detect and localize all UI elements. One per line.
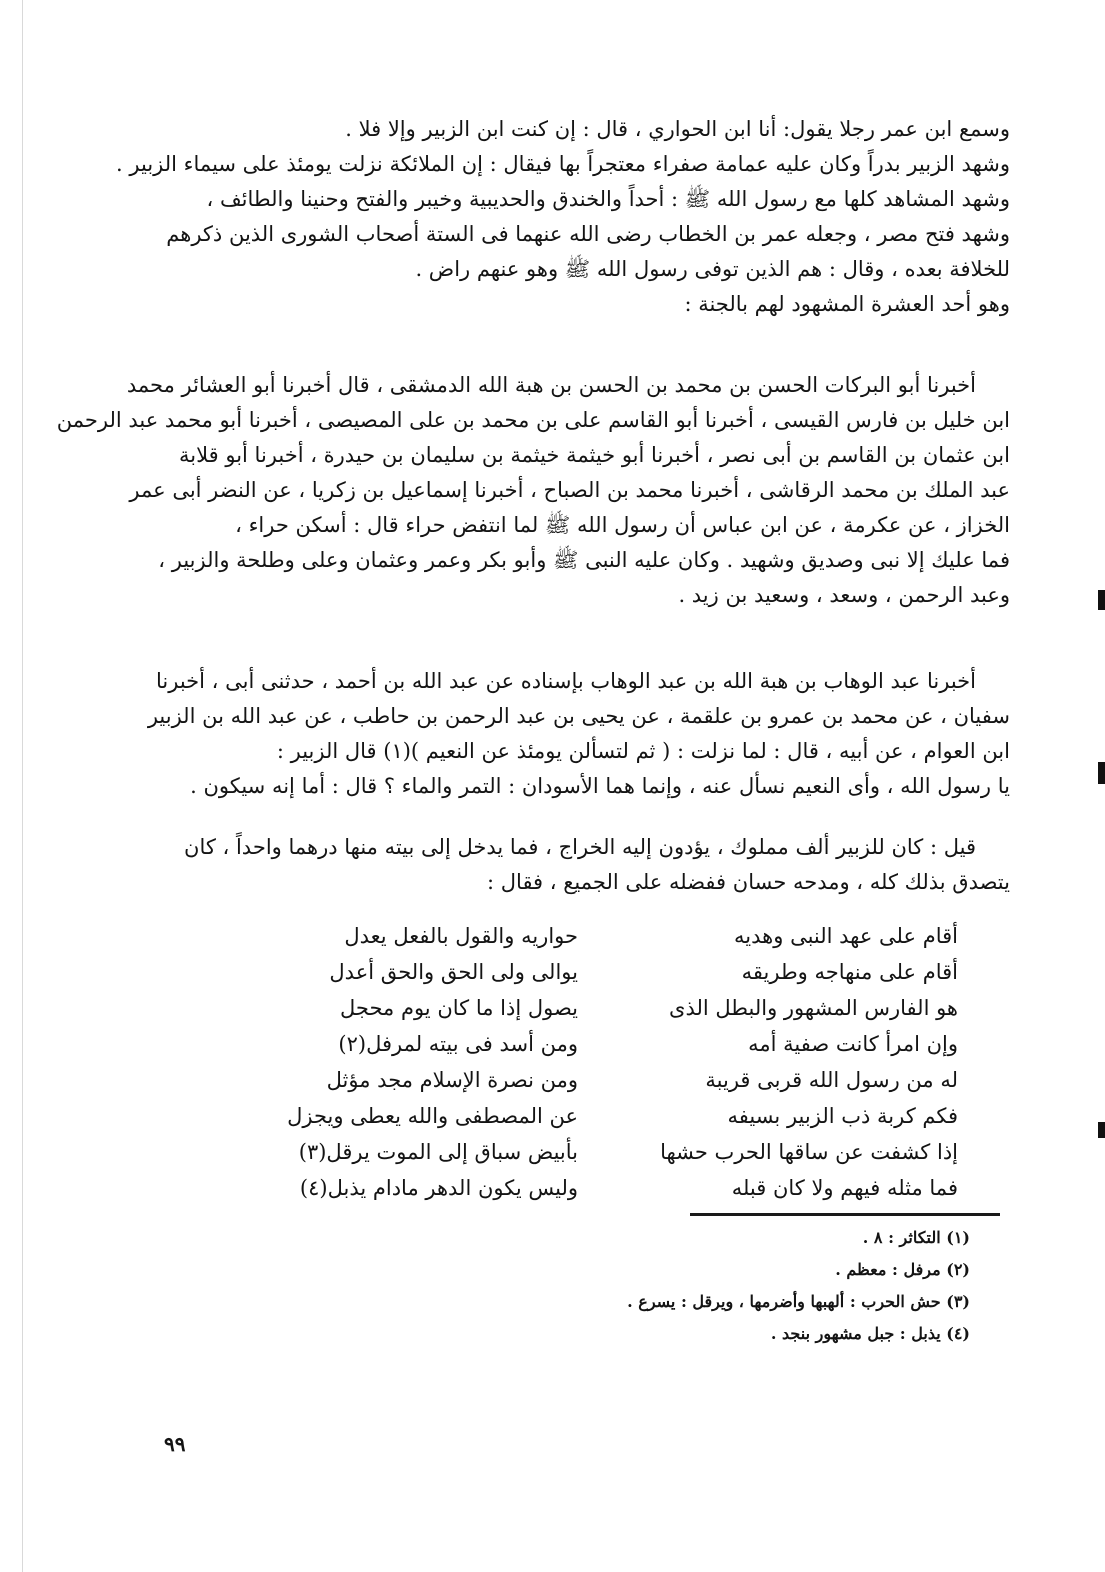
text-line: وعبد الرحمن ، وسعد ، وسعيد بن زيد . (678, 583, 1010, 607)
footnote: (٢) مرفل : معظم . (835, 1260, 970, 1279)
poem-verse (258, 918, 958, 954)
text-line: أخبرنا أبو البركات الحسن بن محمد بن الحسن بن هبة الله الدمشقى ، قال أخبرنا أبو العشائر محمد (126, 373, 976, 397)
verse-second-hemistich: يوالى ولى الحق والحق أعدل (329, 960, 578, 984)
narration-paragraph (160, 830, 1010, 900)
poem-verse (258, 990, 958, 1026)
verse-first-hemistich: فما مثله فيهم ولا كان قبله (731, 1176, 958, 1200)
text-line: أخبرنا عبد الوهاب بن هبة الله بن عبد الوهاب بإسناده عن عبد الله بن أحمد ، حدثنى أبى ، أخبرنا (155, 669, 976, 693)
verse-first-hemistich: إذا كشفت عن ساقها الحرب حشها (660, 1140, 958, 1164)
isnad-paragraph-2 (147, 664, 1010, 804)
verse-first-hemistich: وإن امرأ كانت صفية أمه (748, 1032, 958, 1056)
verse-first-hemistich: أقام على منهاجه وطريقه (741, 960, 958, 984)
poem-verse (258, 1134, 958, 1170)
poem-verse (258, 1026, 958, 1062)
poem-verse (258, 1170, 958, 1206)
verse-second-hemistich: ومن نصرة الإسلام مجد مؤثل (326, 1068, 578, 1092)
verse-first-hemistich: له من رسول الله قربى قريبة (705, 1068, 958, 1092)
footnote-divider (690, 1213, 1000, 1216)
text-line: يتصدق بذلك كله ، ومدحه حسان ففضله على الجميع ، فقال : (487, 870, 1010, 894)
text-line: ابن عثمان بن القاسم بن أبى نصر ، أخبرنا أبو خيثمة خيثمة بن سليمان بن حيدرة ، أخبرنا أبو قلابة (179, 443, 1010, 467)
poem-verse (258, 1062, 958, 1098)
poem-verse (258, 954, 958, 990)
verse-second-hemistich: عن المصطفى والله يعطى ويجزل (287, 1104, 578, 1128)
verse-first-hemistich: هو الفارس المشهور والبطل الذى (669, 996, 958, 1020)
text-line: وشهد المشاهد كلها مع رسول الله ﷺ : أحداً والخندق والحديبية وخيبر والفتح وحنينا والطائف ، (206, 187, 1010, 211)
scan-edge-mark (1098, 1122, 1105, 1138)
isnad-paragraph-1 (56, 368, 1010, 613)
page-number: ٩٩ (164, 1432, 186, 1456)
text-line: ابن خليل بن فارس القيسى ، أخبرنا أبو القاسم على بن محمد بن على المصيصى ، أخبرنا أبو محمد عبد الرحمن (56, 408, 1010, 432)
verse-second-hemistich: وليس يكون الدهر مادام يذبل(٤) (299, 1176, 578, 1200)
text-line: قيل : كان للزبير ألف مملوك ، يؤدون إليه الخراج ، فما يدخل إلى بيته منها درهما واحداً ، كان (184, 835, 976, 859)
verse-second-hemistich: ومن أسد فى بيته لمرفل(٢) (338, 1032, 578, 1056)
verse-second-hemistich: يصول إذا ما كان يوم محجل (340, 996, 578, 1020)
footnote: (٣) حش الحرب : ألهبها وأضرمها ، ويرقل : يسرع . (627, 1292, 970, 1311)
text-line: وشهد الزبير بدراً وكان عليه عمامة صفراء معتجراً بها فيقال : إن الملائكة نزلت يومئذ على سيماء الزبير . (116, 152, 1010, 176)
scan-edge-mark (1098, 590, 1105, 610)
text-line: يا رسول الله ، وأى النعيم نسأل عنه ، وإنما هما الأسودان : التمر والماء ؟ قال : أما إنه سيكون . (190, 774, 1010, 798)
text-line: سفيان ، عن محمد بن عمرو بن علقمة ، عن يحيى بن عبد الرحمن بن حاطب ، عن عبد الله بن الزبير (147, 704, 1010, 728)
verse-second-hemistich: حواريه والقول بالفعل يعدل (344, 924, 578, 948)
intro-paragraph (116, 112, 1010, 322)
scan-binding-edge (22, 0, 23, 1572)
text-line: للخلافة بعده ، وقال : هم الذين توفى رسول الله ﷺ وهو عنهم راض . (415, 257, 1010, 281)
verse-first-hemistich: أقام على عهد النبى وهديه (734, 924, 958, 948)
text-line: ابن العوام ، عن أبيه ، قال : لما نزلت : ( ثم لتسألن يومئذ عن النعيم )(١) قال الزبير : (276, 739, 1010, 763)
verse-second-hemistich: بأبيض سباق إلى الموت يرقل(٣) (298, 1140, 578, 1164)
footnotes (560, 1222, 970, 1350)
text-line: الخزاز ، عن عكرمة ، عن ابن عباس أن رسول الله ﷺ لما انتفض حراء قال : أسكن حراء ، (235, 513, 1010, 537)
text-line: فما عليك إلا نبى وصديق وشهيد . وكان عليه النبى ﷺ وأبو بكر وعمر وعثمان وعلى وطلحة والزبير ، (158, 548, 1010, 572)
verse-first-hemistich: فكم كربة ذب الزبير بسيفه (727, 1104, 958, 1128)
text-line: وهو أحد العشرة المشهود لهم بالجنة : (684, 292, 1010, 316)
text-line: عبد الملك بن محمد الرقاشى ، أخبرنا محمد بن الصباح ، أخبرنا إسماعيل بن زكريا ، عن النضر أبى عمر (129, 478, 1010, 502)
poem (258, 918, 958, 1206)
text-line: وشهد فتح مصر ، وجعله عمر بن الخطاب رضى الله عنهما فى الستة أصحاب الشورى الذين ذكرهم (166, 222, 1010, 246)
text-line: وسمع ابن عمر رجلا يقول: أنا ابن الحواري ، قال : إن كنت ابن الزبير وإلا فلا . (345, 117, 1010, 141)
poem-verse (258, 1098, 958, 1134)
footnote: (٤) يذبل : جبل مشهور بنجد . (770, 1324, 970, 1343)
scan-edge-mark (1098, 762, 1105, 784)
footnote: (١) التكاثر : ٨ . (862, 1228, 970, 1247)
